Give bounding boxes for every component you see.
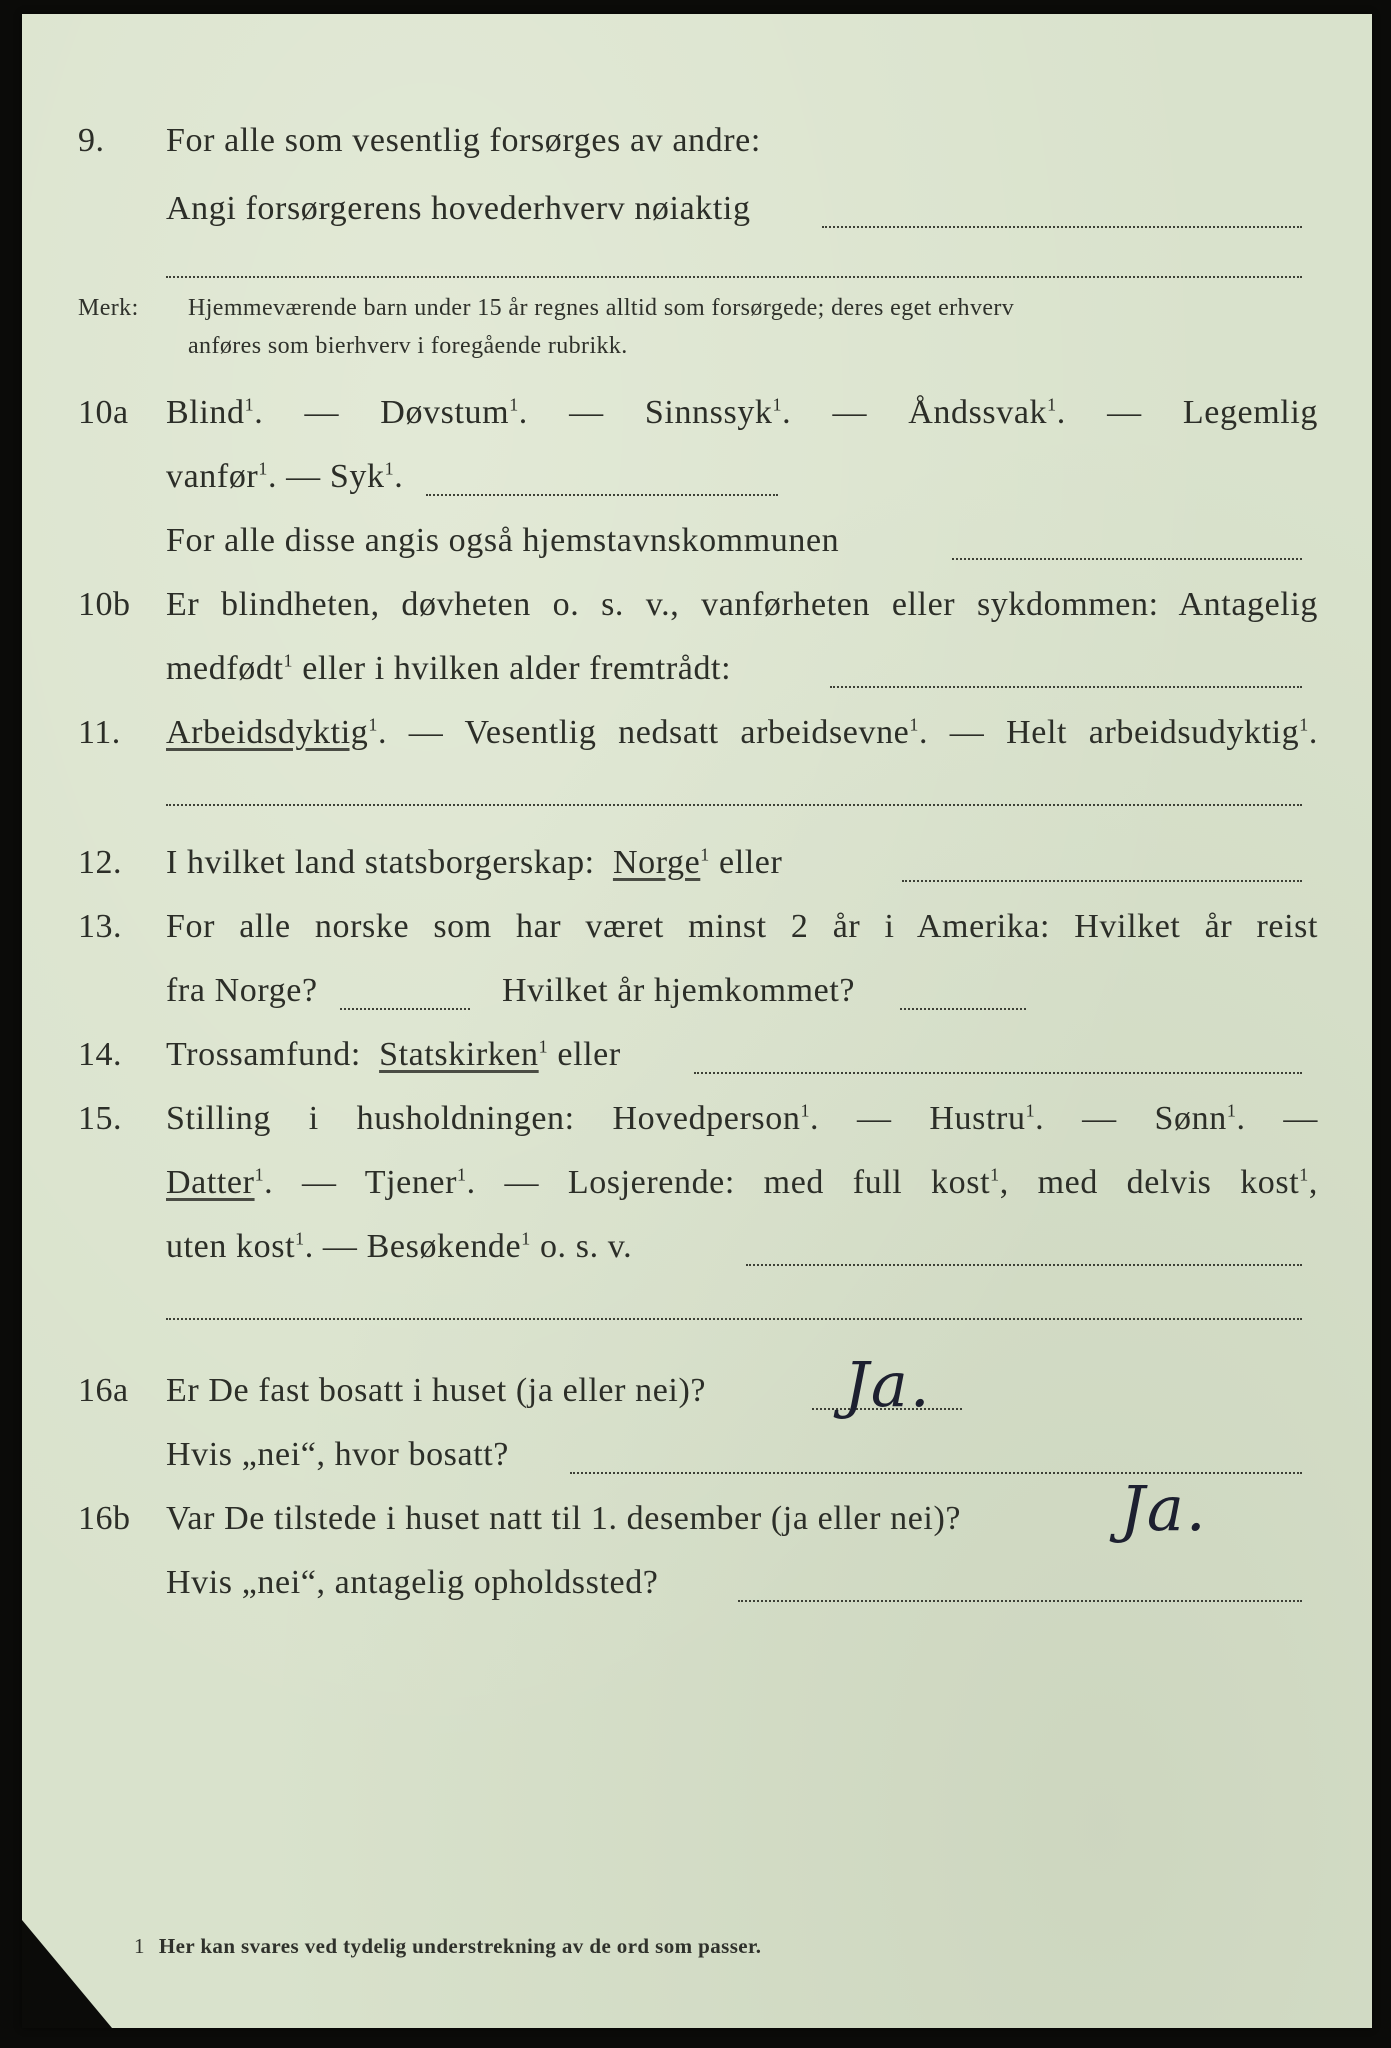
answer-line[interactable]	[746, 1264, 1302, 1266]
option-full-kost[interactable]: Losjerende: med full kost	[567, 1164, 991, 1201]
question-14-row	[22, 1028, 1372, 1084]
option-syk[interactable]: Syk	[329, 458, 385, 495]
question-number: 16a	[78, 1372, 129, 1409]
question-options: Blind$^1$. — Døvstum$^1$. — Sinnssyk$^1$. — Åndssvak$^1$. — Legemlig	[166, 394, 1318, 431]
question-number: 10b	[78, 586, 131, 623]
question-text: Angi forsørgerens hovederhverv nøiaktig	[166, 190, 751, 227]
question-text: Hvis „nei“, hvor bosatt?	[166, 1436, 509, 1473]
footnote-text: Her kan svares ved tydelig understrekning av de ord som passer.	[158, 1934, 762, 1958]
answer-line[interactable]	[340, 1008, 470, 1010]
option-tjener[interactable]: Tjener	[364, 1164, 458, 1201]
question-options: Arbeidsdyktig$^1$. — Vesentlig nedsatt arbeidsevne$^1$. — Helt arbeidsudyktig$^1$.	[166, 714, 1318, 751]
option-uten-kost[interactable]: uten kost	[166, 1228, 296, 1265]
question-number: 15.	[78, 1100, 122, 1137]
option-blind[interactable]: Blind	[166, 394, 245, 431]
question-13-row	[22, 900, 1372, 956]
option-statskirken[interactable]: Statskirken	[379, 1036, 539, 1073]
question-9-line-2	[22, 182, 1372, 238]
question-text: Hvis „nei“, antagelig opholdssted?	[166, 1564, 659, 1601]
question-suffix: eller	[557, 1036, 621, 1073]
question-16b-row	[22, 1472, 1372, 1548]
question-text-tail: eller i hvilken alder fremtrådt:	[302, 650, 732, 687]
option-legemlig[interactable]: Legemlig	[1182, 394, 1318, 431]
question-text: Er De fast bosatt i huset (ja eller nei)?	[166, 1372, 707, 1409]
answer-line[interactable]	[952, 558, 1302, 560]
option-arbeidsudyktig[interactable]: Helt arbeidsudyktig	[1006, 714, 1300, 751]
option-delvis-kost[interactable]: med delvis kost	[1037, 1164, 1300, 1201]
note-label: Merk:	[78, 295, 139, 321]
question-text: For alle som vesentlig forsørges av andre:	[166, 122, 761, 159]
question-label: Trossamfund:	[166, 1036, 361, 1073]
question-12-row	[22, 836, 1372, 892]
dash: —	[1283, 1100, 1318, 1137]
question-options: uten kost$^1$. — Besøkende$^1$ o. s. v.	[166, 1228, 633, 1265]
question-text: Er blindheten, døvheten o. s. v., vanførheten eller sykdommen: Antagelig	[166, 586, 1318, 623]
question-text: Var De tilstede i huset natt til 1. desember (ja eller nei)?	[166, 1500, 962, 1537]
question-options: vanfør$^1$. — Syk$^1$.	[166, 458, 404, 495]
option-medfodt[interactable]: medfødt	[166, 650, 284, 687]
question-number: 11.	[78, 714, 121, 751]
footnote	[134, 1934, 761, 1959]
question-10a-line-3	[22, 514, 1372, 570]
option-arbeidsdyktig[interactable]: Arbeidsdyktig	[166, 714, 369, 751]
handwritten-answer[interactable]: Ja.	[844, 1348, 932, 1421]
note-text: anføres som bierhverv i foregående rubrikk.	[188, 333, 628, 359]
question-text: For alle disse angis også hjemstavnskommunen	[166, 522, 840, 559]
question-number: 9.	[78, 122, 105, 159]
option-hustru[interactable]: Hustru	[929, 1100, 1026, 1137]
question-label: Hvilket år hjemkommet?	[502, 972, 856, 1009]
question-suffix: eller	[719, 844, 783, 881]
answer-line[interactable]	[830, 686, 1302, 688]
census-form-page	[22, 14, 1372, 2028]
option-vanfor[interactable]: vanfør	[166, 458, 259, 495]
question-suffix: o. s. v.	[539, 1228, 633, 1265]
answer-line[interactable]	[426, 494, 778, 496]
question-options: Stilling i husholdningen: Hovedperson$^1$. — Hustru$^1$. — Sønn$^1$. —	[166, 1100, 1318, 1137]
question-10a-row	[22, 386, 1372, 442]
option-sinnssyk[interactable]: Sinnssyk	[644, 394, 773, 431]
question-10a-line-2	[22, 450, 1372, 506]
answer-line[interactable]	[166, 1318, 1302, 1320]
question-16a-row	[22, 1348, 1372, 1421]
question-number: 12.	[78, 844, 122, 881]
answer-line[interactable]	[900, 1008, 1026, 1010]
option-nedsatt-arbeidsevne[interactable]: Vesentlig nedsatt arbeidsevne	[464, 714, 910, 751]
answer-line[interactable]	[902, 880, 1302, 882]
question-number: 10a	[78, 394, 129, 431]
question-number: 14.	[78, 1036, 122, 1073]
question-15-line-3	[22, 1220, 1372, 1276]
note-text: Hjemmeværende barn under 15 år regnes alltid som forsørgede; deres eget erhverv	[188, 295, 1015, 321]
torn-corner	[22, 1920, 112, 2028]
answer-line[interactable]	[166, 804, 1302, 806]
question-text: I hvilket land statsborgerskap: Norge$^1$ eller	[166, 844, 783, 881]
option-norge[interactable]: Norge	[612, 844, 701, 881]
option-hovedperson[interactable]: Stilling i husholdningen: Hovedperson	[166, 1100, 801, 1137]
question-13-line-2	[22, 964, 1372, 1020]
question-number: 13.	[78, 908, 122, 945]
question-16b-line-2	[22, 1556, 1372, 1612]
question-15-line-2	[22, 1156, 1372, 1212]
question-options: Datter$^1$. — Tjener$^1$. — Losjerende: med full kost$^1$, med delvis kost$^1$,	[166, 1164, 1319, 1201]
answer-line[interactable]	[166, 276, 1302, 278]
question-10b-line-2	[22, 642, 1372, 698]
option-andssvak[interactable]: Åndssvak	[908, 394, 1048, 431]
handwritten-answer[interactable]: Ja.	[1120, 1472, 1208, 1545]
footnote-mark: 1	[134, 1934, 145, 1958]
question-text: medfødt$^1$ eller i hvilken alder fremtrådt:	[166, 650, 732, 687]
option-dovstum[interactable]: Døvstum	[380, 394, 510, 431]
answer-line[interactable]	[694, 1072, 1302, 1074]
question-9-row	[22, 114, 1372, 170]
answer-line[interactable]	[738, 1600, 1302, 1602]
question-label: fra Norge?	[166, 972, 318, 1009]
option-besokende[interactable]: Besøkende	[366, 1228, 522, 1265]
question-15-row	[22, 1092, 1372, 1148]
question-text: Trossamfund: Statskirken$^1$ eller	[166, 1036, 621, 1073]
question-text: For alle norske som har været minst 2 år i Amerika: Hvilket år reist	[166, 908, 1318, 945]
question-label: I hvilket land statsborgerskap:	[166, 844, 595, 881]
option-datter[interactable]: Datter	[166, 1164, 255, 1201]
question-10b-row	[22, 578, 1372, 634]
answer-line[interactable]	[822, 226, 1302, 228]
question-number: 16b	[78, 1500, 131, 1537]
question-11-row	[22, 706, 1372, 762]
option-sonn[interactable]: Sønn	[1154, 1100, 1227, 1137]
